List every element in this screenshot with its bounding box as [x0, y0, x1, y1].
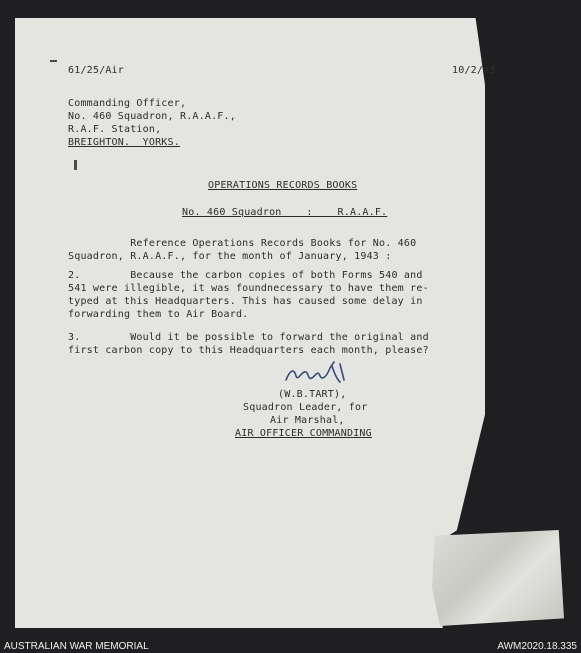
punch-mark: [74, 160, 77, 170]
signatory-rank: Squadron Leader, for: [243, 402, 368, 413]
address-line: Commanding Officer,: [68, 98, 187, 109]
file-reference: 61/25/Air: [68, 65, 124, 76]
footer-institution: AUSTRALIAN WAR MEMORIAL: [4, 641, 149, 652]
paragraph-line: first carbon copy to this Headquarters each month, please?: [68, 345, 429, 356]
address-line: R.A.F. Station,: [68, 124, 162, 135]
punch-mark: [50, 60, 57, 62]
address-line: No. 460 Squadron, R.A.A.F.,: [68, 111, 236, 122]
paragraph-line: typed at this Headquarters. This has caused some delay in: [68, 296, 423, 307]
paragraph-line: forwarding them to Air Board.: [68, 309, 249, 320]
footer-accession-number: AWM2020.18.335: [497, 641, 577, 652]
signatory-office: AIR OFFICER COMMANDING: [235, 428, 372, 439]
signatory-role: Air Marshal,: [270, 415, 345, 426]
subject-heading: OPERATIONS RECORDS BOOKS: [208, 180, 358, 191]
address-line: BREIGHTON. YORKS.: [68, 137, 180, 148]
paragraph-line: Squadron, R.A.A.F., for the month of January, 1943 :: [68, 251, 392, 262]
paragraph-line: 541 were illegible, it was foundnecessary to have them re-: [68, 283, 429, 294]
paragraph-line: Reference Operations Records Books for No. 460: [68, 238, 417, 249]
letter-page: [15, 18, 485, 628]
paragraph-line: 2. Because the carbon copies of both Forms 540 and: [68, 270, 423, 281]
signatory-name: (W.B.TART),: [278, 389, 347, 400]
handwritten-signature: [282, 358, 352, 386]
subject-subheading: No. 460 Squadron : R.A.A.F.: [182, 207, 388, 218]
letter-date: 10/2/43: [452, 65, 496, 76]
adhesive-tape: [432, 530, 564, 626]
paragraph-line: 3. Would it be possible to forward the original and: [68, 332, 429, 343]
